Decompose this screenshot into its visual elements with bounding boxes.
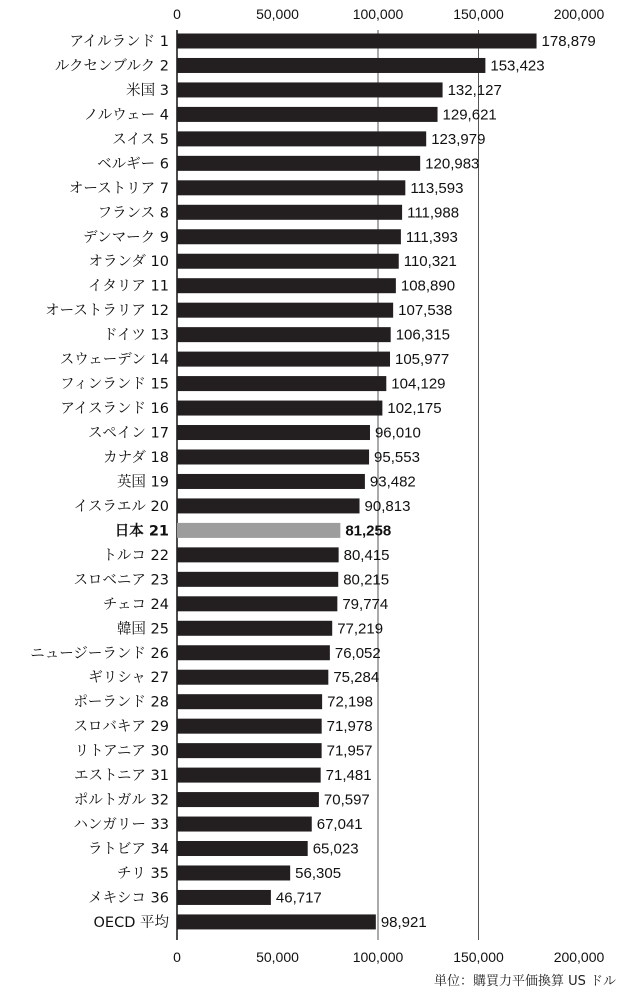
value-label: 71,978 — [326, 718, 373, 736]
category-label: カナダ 18 — [103, 449, 169, 466]
value-label: 95,553 — [374, 448, 420, 466]
value-label: 105,977 — [395, 351, 450, 369]
value-label: 76,052 — [334, 644, 381, 662]
value-label: 110,321 — [403, 253, 457, 271]
bar — [177, 327, 391, 342]
value-label: 65,023 — [312, 840, 359, 858]
bar — [177, 792, 319, 807]
category-label: ギリシャ 27 — [88, 670, 169, 687]
category-label: スイス 5 — [112, 131, 169, 148]
bar — [177, 743, 322, 758]
category-label: OECD 平均 — [93, 914, 169, 931]
value-label: 132,127 — [447, 81, 502, 99]
bar — [177, 449, 369, 464]
x-tick-label-top: 50,000 — [256, 6, 299, 22]
category-label: ラトビア 34 — [87, 841, 169, 858]
bar — [177, 596, 337, 611]
bar — [177, 107, 438, 122]
value-label: 111,988 — [407, 204, 460, 222]
category-label: フランス 8 — [97, 205, 169, 222]
bar — [177, 694, 322, 709]
category-label: リトアニア 30 — [74, 743, 169, 760]
x-tick-label-bottom: 50,000 — [256, 949, 299, 965]
x-tick-label-bottom: 200,000 — [553, 949, 605, 965]
category-label: スウェーデン 14 — [59, 352, 169, 369]
category-label: チェコ 24 — [102, 596, 169, 613]
x-tick-label-top: 150,000 — [453, 6, 504, 22]
value-label: 80,415 — [343, 546, 390, 564]
value-label: 178,879 — [541, 33, 596, 50]
bar — [177, 278, 396, 293]
value-label: 129,621 — [442, 106, 497, 124]
value-label: 56,305 — [295, 864, 342, 882]
category-label: オランダ 10 — [88, 254, 169, 271]
value-label: 71,957 — [326, 742, 373, 760]
unit-label: 単位：購買力平価換算 US ドル — [433, 974, 616, 989]
value-label: 81,258 — [345, 522, 392, 540]
value-label: 77,219 — [337, 620, 384, 638]
category-label: スロベニア 23 — [73, 572, 169, 589]
category-label: ハンガリー 33 — [73, 817, 169, 834]
category-label: 米国 3 — [126, 82, 169, 99]
bar — [177, 768, 321, 783]
category-label: 韓国 25 — [116, 621, 169, 638]
category-label: ポルトガル 32 — [73, 792, 169, 809]
value-label: 67,041 — [316, 816, 363, 834]
bar — [177, 670, 328, 685]
category-label: スロバキア 29 — [73, 719, 169, 736]
category-label: ベルギー 6 — [97, 156, 169, 173]
value-label: 107,538 — [398, 302, 453, 320]
category-label: ドイツ 13 — [103, 327, 169, 344]
value-label: 75,284 — [333, 669, 380, 687]
bar — [177, 58, 485, 73]
value-label: 153,423 — [490, 57, 545, 75]
category-label: メキシコ 36 — [88, 890, 169, 907]
category-label: エストニア 31 — [74, 768, 169, 785]
value-label: 108,890 — [400, 277, 456, 295]
value-label: 79,774 — [342, 595, 389, 613]
value-label: 90,813 — [364, 497, 411, 515]
value-label: 111,393 — [405, 228, 458, 246]
value-label: 113,593 — [410, 179, 464, 197]
bar — [177, 474, 365, 489]
bar — [177, 254, 399, 269]
value-label: 98,921 — [380, 913, 427, 931]
value-label: 70,597 — [323, 791, 370, 809]
value-label: 102,175 — [387, 400, 442, 418]
value-label: 106,315 — [395, 326, 450, 344]
category-label: オーストラリア 12 — [45, 303, 169, 320]
value-label: 80,215 — [343, 571, 390, 589]
bar — [177, 205, 402, 220]
category-label: トルコ 22 — [102, 547, 169, 564]
bar — [177, 865, 290, 880]
x-tick-label-top: 200,000 — [553, 6, 605, 22]
value-label: 123,979 — [431, 130, 486, 148]
bar — [177, 401, 382, 416]
bar — [177, 303, 393, 318]
bar — [177, 34, 537, 49]
category-label: イスラエル 20 — [73, 498, 169, 515]
bar — [177, 914, 376, 929]
x-tick-label-bottom: 100,000 — [352, 949, 404, 965]
category-label: 日本 21 — [114, 523, 169, 540]
value-label: 71,481 — [325, 767, 372, 785]
value-label: 96,010 — [374, 424, 421, 442]
category-label: ニュージーランド 26 — [30, 645, 169, 662]
category-label: スペイン 17 — [87, 425, 169, 442]
category-label: ポーランド 28 — [73, 694, 169, 711]
category-label: オーストリア 7 — [68, 180, 169, 197]
x-tick-label-bottom: 150,000 — [453, 949, 504, 965]
category-label: アイルランド 1 — [69, 34, 169, 50]
bar — [177, 817, 312, 832]
category-label: チリ 35 — [116, 865, 169, 882]
bar — [177, 376, 386, 391]
category-label: 英国 19 — [116, 474, 169, 491]
bar — [177, 352, 390, 367]
bar — [177, 131, 426, 146]
bar — [177, 229, 401, 244]
bar — [177, 719, 322, 734]
value-label: 46,717 — [275, 889, 322, 907]
bar-highlight — [177, 523, 340, 538]
category-label: フィンランド 15 — [60, 376, 169, 393]
bar — [177, 82, 443, 97]
category-label: ルクセンブルク 2 — [54, 58, 169, 75]
bar — [177, 180, 405, 195]
x-tick-label-bottom: 0 — [173, 949, 181, 965]
bar — [177, 547, 339, 562]
bar — [177, 156, 420, 171]
category-label: ノルウェー 4 — [83, 107, 169, 124]
category-label: アイスランド 16 — [60, 401, 169, 418]
value-label: 72,198 — [327, 693, 374, 711]
x-tick-label-top: 0 — [173, 6, 181, 22]
bar — [177, 425, 370, 440]
category-label: デンマーク 9 — [82, 229, 169, 246]
x-tick-label-top: 100,000 — [352, 6, 404, 22]
bar — [177, 645, 330, 660]
bar — [177, 498, 360, 513]
value-label: 120,983 — [425, 155, 480, 173]
bar — [177, 572, 338, 587]
value-label: 93,482 — [369, 473, 416, 491]
value-label: 104,129 — [391, 375, 446, 393]
bar — [177, 890, 271, 905]
category-label: イタリア 11 — [87, 278, 169, 295]
bar — [177, 841, 308, 856]
bar — [177, 621, 332, 636]
